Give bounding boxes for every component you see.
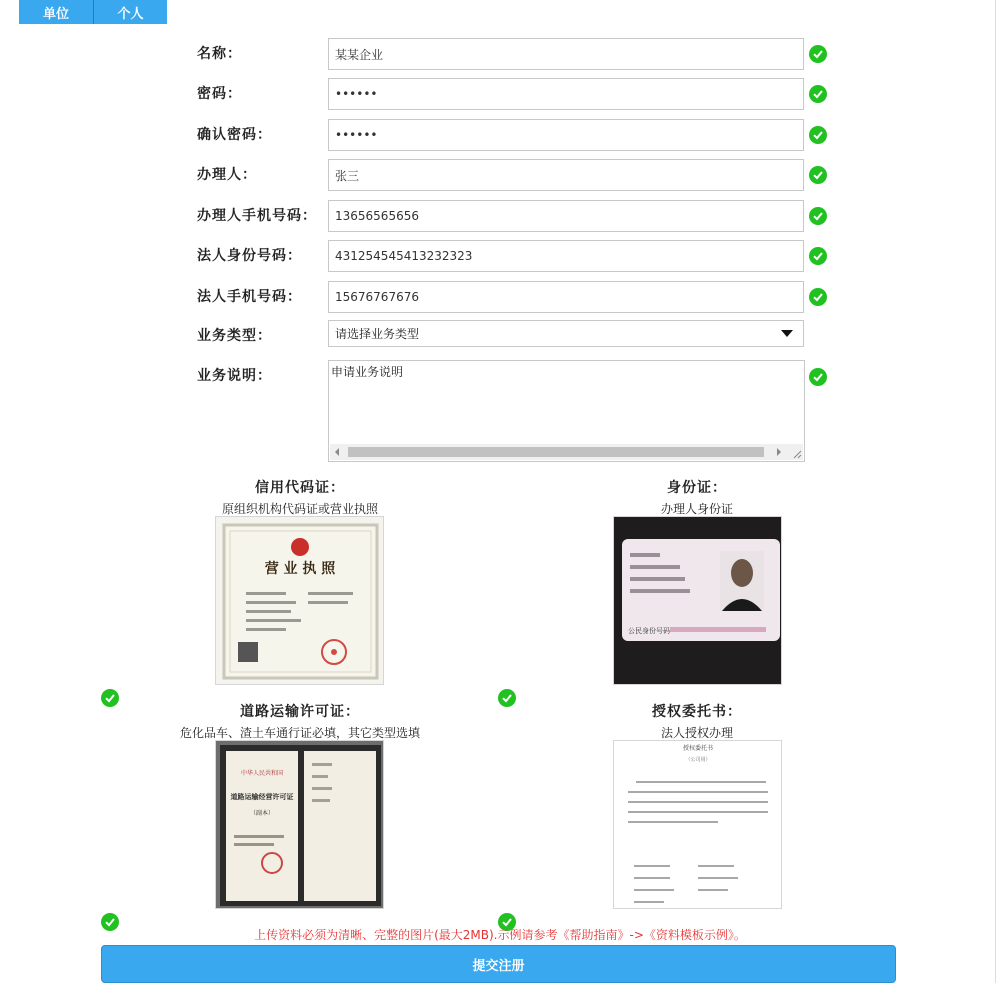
valid-check-icon <box>809 368 827 386</box>
tab-unit[interactable]: 单位 <box>19 0 93 24</box>
valid-check-icon <box>809 126 827 144</box>
id-card-subtitle: 办理人身份证 <box>660 502 733 516</box>
id-card-image[interactable] <box>613 516 782 685</box>
id-card-valid-check-icon <box>498 689 516 707</box>
password-label: 密码： <box>197 86 242 102</box>
road-permit-image[interactable] <box>215 740 384 909</box>
form-row-business-type <box>0 320 1000 352</box>
form-row-confirm-password <box>0 119 1000 151</box>
form-row-legal-phone <box>0 281 1000 313</box>
credit-code-title: 信用代码证： <box>255 480 345 496</box>
name-label: 名称： <box>197 46 242 62</box>
valid-check-icon <box>809 207 827 225</box>
valid-check-icon <box>809 85 827 103</box>
form-row-legal-id <box>0 240 1000 272</box>
business-type-label: 业务类型： <box>197 328 272 344</box>
scroll-right-icon[interactable] <box>777 448 781 456</box>
authorization-title: 授权委托书： <box>652 704 742 720</box>
legal-id-input[interactable]: 431254545413232323 <box>328 240 804 272</box>
business-type-select[interactable] <box>328 320 804 347</box>
business-desc-text: 申请业务说明 <box>331 365 404 379</box>
name-input[interactable]: 某某企业 <box>328 38 804 70</box>
submit-register-button[interactable]: 提交注册 <box>101 945 896 983</box>
road-permit-title: 道路运输许可证： <box>240 704 360 720</box>
auth-doc-sub: （公司用） <box>685 757 711 763</box>
legal-id-label: 法人身份号码： <box>197 248 302 264</box>
auth-doc-title: 授权委托书 <box>682 745 714 752</box>
valid-check-icon <box>809 45 827 63</box>
account-type-tabs <box>19 0 167 24</box>
tab-personal[interactable]: 个人 <box>93 0 167 24</box>
handler-label: 办理人： <box>197 167 257 183</box>
handler-phone-label: 办理人手机号码： <box>197 208 317 224</box>
scrollbar-thumb[interactable] <box>348 447 764 457</box>
business-desc-textarea[interactable] <box>328 360 805 462</box>
authorization-image[interactable] <box>613 740 782 909</box>
form-row-name <box>0 38 1000 70</box>
form-row-handler <box>0 159 1000 191</box>
credit-code-valid-check-icon <box>101 689 119 707</box>
permit-left-sub: （副本） <box>249 810 275 817</box>
authorization-subtitle: 法人授权办理 <box>660 726 733 740</box>
business-type-selected: 请选择业务类型 <box>335 327 420 341</box>
id-card-title: 身份证： <box>667 480 727 496</box>
valid-check-icon <box>809 166 827 184</box>
credit-code-subtitle: 原组织机构代码证或营业执照 <box>221 502 378 516</box>
license-heading: 营 业 执 照 <box>264 561 336 577</box>
legal-phone-label: 法人手机号码： <box>197 289 302 305</box>
id-card-footer: 公民身份号码 <box>628 627 670 635</box>
resize-handle-icon[interactable] <box>785 444 803 460</box>
permit-left-title: 道路运输经营许可证 <box>230 792 294 801</box>
business-desc-label: 业务说明： <box>197 368 272 384</box>
legal-phone-input[interactable]: 15676767676 <box>328 281 804 313</box>
handler-phone-input[interactable]: 13656565656 <box>328 200 804 232</box>
upload-notice: 上传资料必须为清晰、完整的图片(最大2MB).示例请参考《帮助指南》->《资料模板示例》。 <box>254 928 746 942</box>
road-permit-subtitle: 危化品车、渣土车通行证必填，其它类型选填 <box>179 726 420 740</box>
credit-code-image[interactable] <box>215 516 384 685</box>
form-row-password <box>0 78 1000 110</box>
confirm-password-label: 确认密码： <box>197 127 272 143</box>
handler-input[interactable]: 张三 <box>328 159 804 191</box>
valid-check-icon <box>809 288 827 306</box>
permit-left-top: 中华人民共和国 <box>240 770 284 777</box>
horizontal-scrollbar[interactable] <box>330 444 786 460</box>
confirm-password-input[interactable]: •••••• <box>328 119 804 151</box>
form-row-business-desc <box>0 360 1000 462</box>
scroll-left-icon[interactable] <box>335 448 339 456</box>
valid-check-icon <box>809 247 827 265</box>
form-row-handler-phone <box>0 200 1000 232</box>
dropdown-caret-icon <box>781 330 793 337</box>
password-input[interactable]: •••••• <box>328 78 804 110</box>
